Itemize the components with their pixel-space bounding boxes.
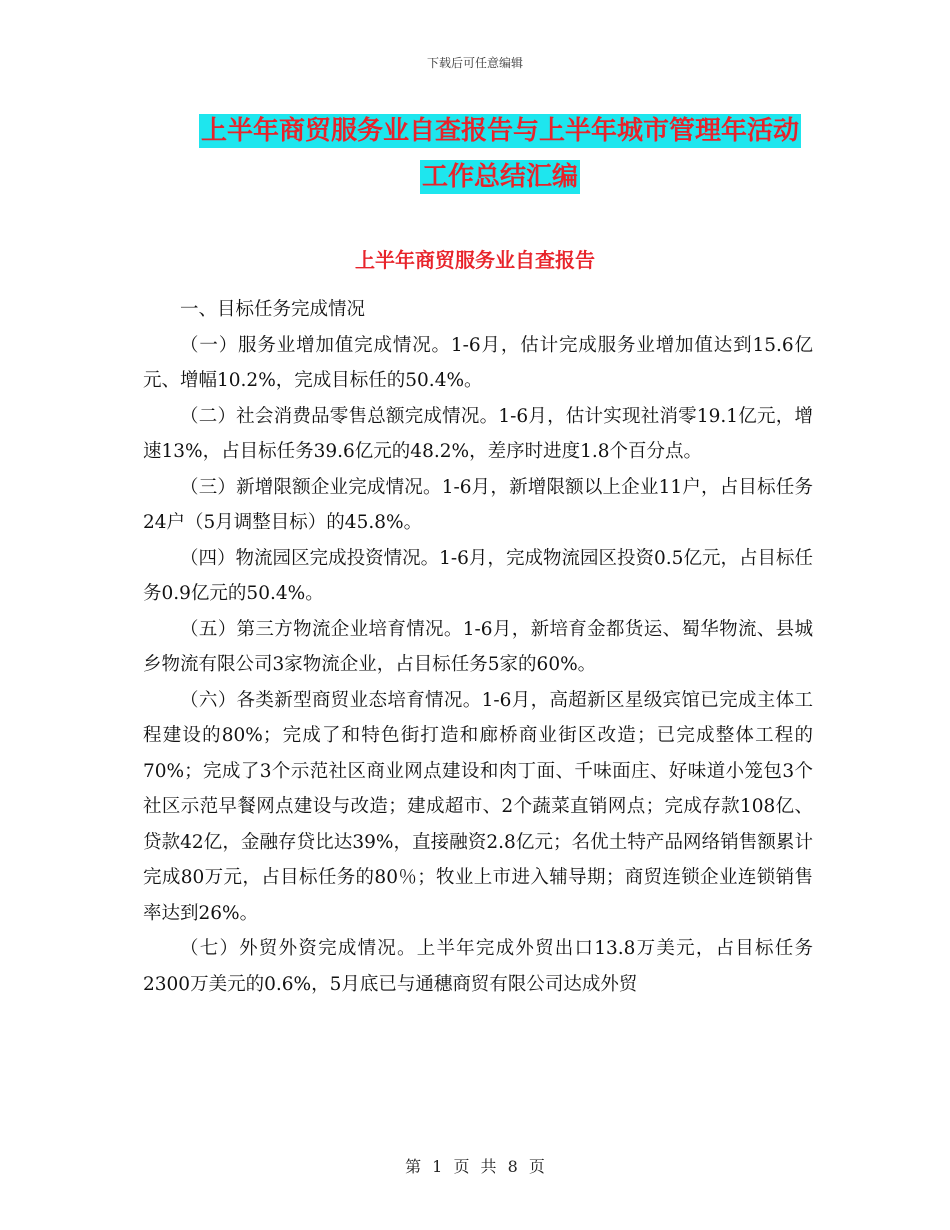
paragraph: （三）新增限额企业完成情况。1-6月，新增限额以上企业11户，占目标任务24户（5月调整目标）的45.8%。 [143,476,813,533]
paragraph: （一）服务业增加值完成情况。1-6月，估计完成服务业增加值达到15.6亿元、增幅10.2%，完成目标任的50.4%。 [143,334,813,391]
paragraph: （七）外贸外资完成情况。上半年完成外贸出口13.8万美元，占目标任务2300万美元的0.6%，5月底已与通穗商贸有限公司达成外贸 [143,938,813,995]
paragraph: （六）各类新型商贸业态培育情况。1-6月，高超新区星级宾馆已完成主体工程建设的80%；完成了和特色街打造和廊桥商业街区改造；已完成整体工程的70%；完成了3个示范社区商业网点建设和肉丁面、千味面庄、好味道小笼包3个社区示范早餐网点建设与改造；建成超市、2个蔬菜直销网点；完成存款108亿、贷款42亿，金融存贷比达39%，直接融资2.8亿元；名优土特产品网络销售额累计完成80万元，占目标任务的80％；牧业上市进入辅导期；商贸连锁企业连锁销售率达到26%。 [143,689,813,924]
paragraph-heading: 一、目标任务完成情况 [180,299,366,320]
main-title-line-2: 工作总结汇编 [421,162,578,192]
body-text [143,292,813,1002]
main-title-line-1: 上半年商贸服务业自查报告与上半年城市管理年活动 [200,116,799,146]
page-footer: 第 1 页 共 8 页 [405,1157,545,1176]
paragraph: （二）社会消费品零售总额完成情况。1-6月，估计实现社消零19.1亿元，增速13%，占目标任务39.6亿元的48.2%，差序时进度1.8个百分点。 [143,405,813,462]
header-note: 下载后可任意编辑 [426,56,523,70]
paragraph: （四）物流园区完成投资情况。1-6月，完成物流园区投资0.5亿元，占目标任务0.9亿元的50.4%。 [143,547,813,604]
paragraph: （五）第三方物流企业培育情况。1-6月，新培育金都货运、蜀华物流、县城乡物流有限公司3家物流企业，占目标任务5家的60%。 [143,618,813,675]
section-title: 上半年商贸服务业自查报告 [355,248,595,272]
main-title [140,108,860,200]
